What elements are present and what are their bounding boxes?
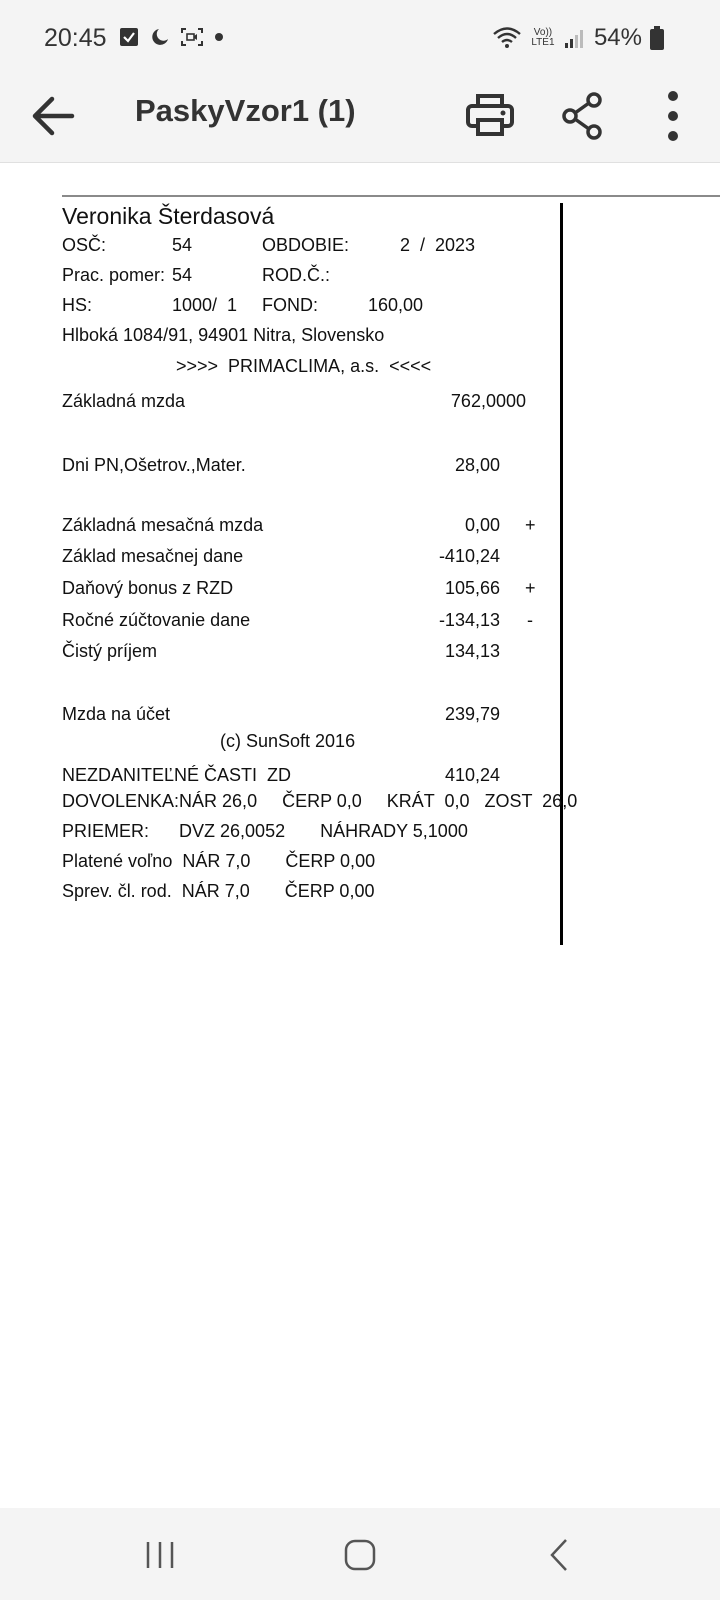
nezdanitelne-value: 410,24: [444, 765, 500, 785]
line-value: 0,00: [464, 515, 500, 535]
prac-pomer-label: Prac. pomer:: [62, 265, 166, 285]
printer-icon: [462, 88, 518, 144]
back-button[interactable]: [26, 88, 82, 144]
company-name: >>>> PRIMACLIMA, a.s. <<<<: [176, 356, 432, 376]
document-title: PaskyVzor1 (1): [135, 93, 356, 128]
line-value: 134,13: [444, 641, 500, 661]
share-button[interactable]: [556, 88, 612, 144]
line-label: Základná mesačná mzda: [62, 515, 264, 535]
line-value: -410,24: [438, 546, 500, 566]
chevron-left-icon: [530, 1528, 590, 1582]
line-value: 105,66: [444, 578, 500, 598]
dnd-moon-icon: [148, 27, 170, 47]
network-label: Vo)) LTE1: [531, 27, 555, 48]
line-label: Daňový bonus z RZD: [62, 578, 234, 598]
line-label: Základ mesačnej dane: [62, 546, 244, 566]
wifi-icon: [492, 26, 522, 50]
obdobie-value: 2 / 2023: [400, 235, 476, 255]
battery-percent: 54%: [593, 24, 642, 51]
line-label: Ročné zúčtovanie dane: [62, 610, 251, 630]
line-label: Čistý príjem: [62, 641, 158, 661]
app-bar: [0, 80, 720, 163]
line-value: 762,0000: [450, 391, 526, 411]
line-label: Mzda na účet: [62, 704, 171, 724]
status-time: 20:45: [44, 24, 107, 52]
osc-value: 54: [172, 235, 193, 255]
employee-name: Veronika Šterdasová: [62, 203, 275, 229]
line-label: Základná mzda: [62, 391, 186, 411]
status-notification-icons: [120, 27, 224, 47]
line-label: Dni PN,Ošetrov.,Mater.: [62, 455, 246, 475]
line-sign: +: [525, 515, 536, 535]
status-system-icons: [492, 24, 664, 52]
signal-icon: [564, 27, 586, 49]
home-icon: [330, 1528, 390, 1582]
fond-label: FOND:: [262, 295, 318, 315]
obdobie-label: OBDOBIE:: [262, 235, 350, 255]
recent-apps-icon: [130, 1528, 190, 1582]
platene-volno-line: Platené voľno NÁR 7,0 ČERP 0,00: [62, 851, 376, 871]
more-vertical-icon: [645, 88, 701, 144]
hs-label: HS:: [62, 295, 93, 315]
prac-pomer-value: 54: [172, 265, 193, 285]
dovolenka-line: DOVOLENKA:NÁR 26,0 ČERP 0,0 KRÁT 0,0 ZOST 26,0: [62, 791, 578, 811]
system-navigation-bar: [0, 1508, 720, 1600]
status-bar: [0, 0, 720, 80]
rod-c-label: ROD.Č.:: [262, 265, 331, 285]
fond-value: 160,00: [368, 295, 424, 315]
share-icon: [556, 88, 612, 144]
priemer-line: PRIEMER: DVZ 26,0052 NÁHRADY 5,1000: [62, 821, 468, 841]
checkbox-notification-icon: [120, 28, 138, 46]
document-top-rule: [62, 195, 720, 197]
screen-record-icon: [180, 27, 204, 47]
print-button[interactable]: [462, 88, 518, 144]
line-sign: +: [525, 578, 536, 598]
dot-icon: [214, 32, 224, 42]
copyright-text: (c) SunSoft 2016: [220, 731, 356, 751]
battery-icon: [650, 26, 664, 50]
document-viewer[interactable]: [0, 163, 720, 1508]
recent-apps-button[interactable]: [130, 1528, 190, 1582]
line-value: -134,13: [438, 610, 500, 630]
hs-value: 1000/ 1: [172, 295, 238, 315]
line-sign: -: [527, 610, 533, 630]
home-button[interactable]: [330, 1528, 390, 1582]
line-value: 28,00: [454, 455, 500, 475]
employee-address: Hlboká 1084/91, 94901 Nitra, Slovensko: [62, 325, 385, 345]
more-options-button[interactable]: [645, 88, 701, 144]
arrow-left-icon: [26, 88, 82, 144]
line-value: 239,79: [444, 704, 500, 724]
system-back-button[interactable]: [530, 1528, 590, 1582]
sprev-line: Sprev. čl. rod. NÁR 7,0 ČERP 0,00: [62, 881, 375, 901]
document-right-rule: [560, 203, 563, 945]
osc-label: OSČ:: [62, 235, 107, 255]
nezdanitelne-label: NEZDANITEĽNÉ ČASTI ZD: [62, 765, 292, 785]
